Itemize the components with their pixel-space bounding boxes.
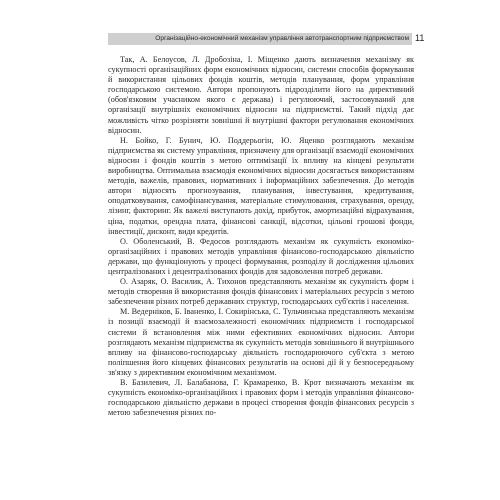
body-text — [108, 55, 414, 418]
paragraph: М. Ведерніков, Б. Іваненко, І. Сокирінська, С. Тульчинська представляють механізм із позиції взаємодії й взаємозалежності економічних підприємств і господарської системи й встановлення між ними ефективних економічних відносин. Автори розглядають механізм підприємства як сукупність методів зовнішнього й внутрішнього впливу на фінансово-господарську діяльність господарюючого суб'єкта з метою поліпшення його кінцевих фінансових результатів на основі дії й у безпосередньому зв'язку з директивним економічним механізмом. — [108, 307, 414, 377]
paragraph: Н. Бойко, Г. Бунич, Ю. Поддерьогін, Ю. Яценко розглядають механізм підприємства як систему управління, призначену для організації взаємодії економічних відносин і фондів коштів з метою оптимізації їх впливу на кінцеві результати виробництва. Оптимальна взаємодія економічних відносин досягається використанням методів, важелів, правових, нормативних і інформаційних забезпечення. До методів автори відносять прогнозування, планування, інвестування, кредитування, оподатковування, самофінансування, матеріальне стимулювання, страхування, оренду, лізинг, факторинг. Як важелі виступають дохід, прибуток, амортизаційні відрахування, ціна, податки, орендна плата, фінансові санкції, відсотки, цільові грошові фонди, інвестиції, дисконт, види кредитів. — [108, 135, 414, 236]
running-header: Організаційно-економічний механізм управління автотранспортним підприємством — [108, 33, 412, 45]
paragraph: Так, А. Белоусов, Л. Дробозіна, І. Міщенко дають визначення механізму як сукупності організаційних форм економічних відносин, системи способів формування й використання цільових фондів коштів, методів планування, форм управління господарською системою. Автори пропонують підрозділити його на директивний (обов'язковим учасником якого є держава) і регулюючий, застосовуваний для організації внутрішніх економічних відносин на підприємстві. Такий підхід дає можливість чітко розрізняти зовнішні й внутрішні фактори регулювання економічних відносин. — [108, 55, 414, 135]
page-number: 11 — [415, 33, 425, 43]
paragraph: В. Базилевич, Л. Балабанова, Г. Крамаренко, В. Крот визначають механізм як сукупність економіко-організаційних і правових форм і методів управління фінансово-господарською діяльністю держави в процесі створення фондів фінансових ресурсів з метою забезпечення різних по- — [108, 378, 414, 418]
paragraph: О. Оболенський, В. Федосов розглядають механізм як сукупність економіко-організаційних і правових методів управління фінансово-господарською діяльністю держави, що функціонують у процесі формування, розподілу й дослідження цільових централізованих і децентралізованих фондів для задоволення потреб держави. — [108, 236, 414, 276]
paragraph: О. Азаряк, О. Василик, А. Тихонов представляють механізм як сукупність форм і методів створення й використання фондів фінансових і матеріальних ресурсів з метою забезпечення різних потреб державних структур, господарських суб'єктів і населення. — [108, 277, 414, 307]
